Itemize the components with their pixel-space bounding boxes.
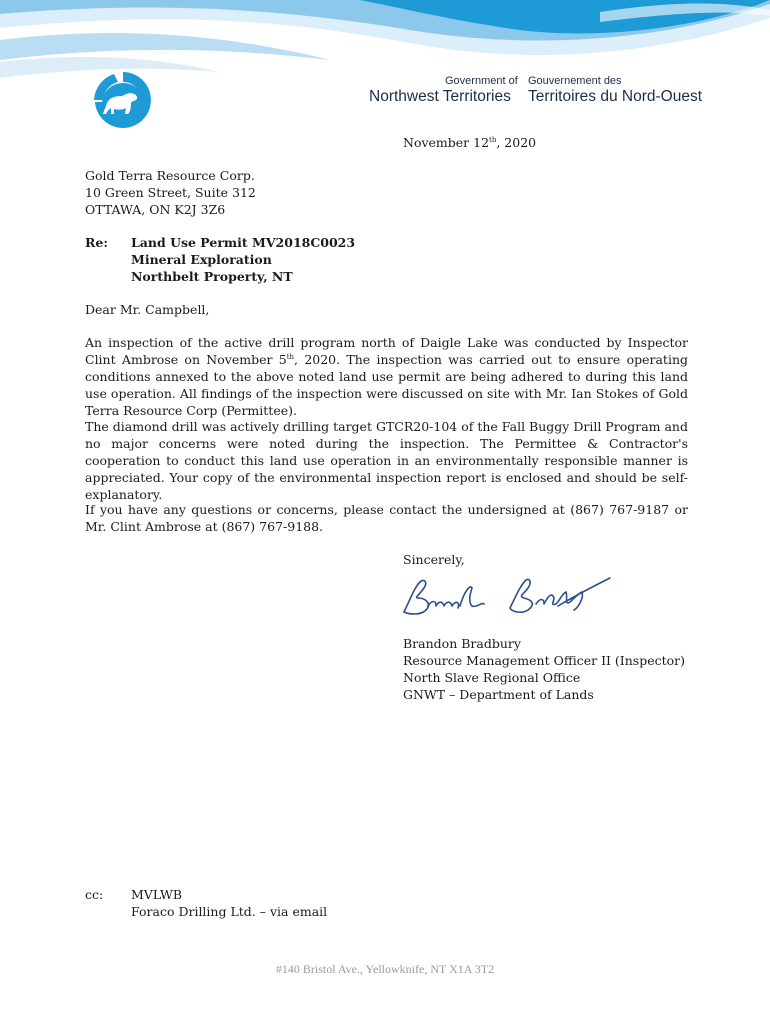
date-superscript: th bbox=[489, 135, 497, 144]
letter-date bbox=[403, 134, 536, 151]
address-line-3: OTTAWA, ON K2J 3Z6 bbox=[85, 202, 226, 217]
signer-name: Brandon Bradbury bbox=[403, 636, 521, 651]
address-line-2: 10 Green Street, Suite 312 bbox=[85, 185, 256, 200]
gouvernement-des-label: Gouvernement des bbox=[528, 75, 622, 87]
re-line-2: Mineral Exploration bbox=[131, 252, 272, 267]
closing: Sincerely, bbox=[403, 552, 465, 567]
paragraph-1-text-b: , 2020. The inspection was carried out to ensure operating conditions annexed to the above noted land use permit are being adhered to during this land use operation. All findings of the inspection were discussed on site with Mr. Ian Stokes of Gold Terra Resource Corp (Permittee). bbox=[85, 352, 688, 418]
signer-title: Resource Management Officer II (Inspector) bbox=[403, 653, 686, 668]
polar-bear-logo-icon bbox=[90, 70, 156, 130]
date-text: November 12 bbox=[403, 135, 490, 150]
salutation: Dear Mr. Campbell, bbox=[85, 302, 210, 317]
paragraph-1-text-a: An inspection of the active drill program north of Daigle Lake was conducted by Inspector Clint Ambrose on November 5 bbox=[85, 335, 688, 367]
re-line-1: Land Use Permit MV2018C0023 bbox=[131, 235, 356, 250]
re-label: Re: bbox=[85, 235, 108, 250]
footer-address: #140 Bristol Ave., Yellowknife, NT X1A 3T2 bbox=[275, 962, 495, 976]
territoires-label: Territoires du Nord-Ouest bbox=[528, 88, 703, 105]
paragraph-3: If you have any questions or concerns, please contact the undersigned at (867) 767-9187 or Mr. Clint Ambrose at (867) 767-9188. bbox=[85, 502, 688, 534]
paragraph-1-superscript: th bbox=[286, 352, 295, 361]
re-line-3: Northbelt Property, NT bbox=[131, 269, 293, 284]
cc-line-1: MVLWB bbox=[131, 887, 183, 902]
address-line-1: Gold Terra Resource Corp. bbox=[85, 168, 255, 183]
signer-department: GNWT – Department of Lands bbox=[403, 687, 594, 702]
paragraph-1 bbox=[85, 334, 688, 419]
date-year: , 2020 bbox=[496, 135, 537, 150]
cc-line-2: Foraco Drilling Ltd. – via email bbox=[131, 904, 328, 919]
signer-office: North Slave Regional Office bbox=[403, 670, 581, 685]
handwritten-signature bbox=[398, 572, 613, 622]
cc-label: cc: bbox=[85, 887, 104, 902]
government-of-label: Government of bbox=[445, 75, 518, 87]
paragraph-2: The diamond drill was actively drilling target GTCR20-104 of the Fall Buggy Drill Program and no major concerns were noted during the inspection. The Permittee & Contractor's cooperation to conduct this land use operation in an environmentally responsible manner is appreciated. Your copy of the environmental inspection report is enclosed and should be self-explanatory. bbox=[85, 419, 688, 502]
northwest-territories-label: Northwest Territories bbox=[369, 88, 511, 105]
